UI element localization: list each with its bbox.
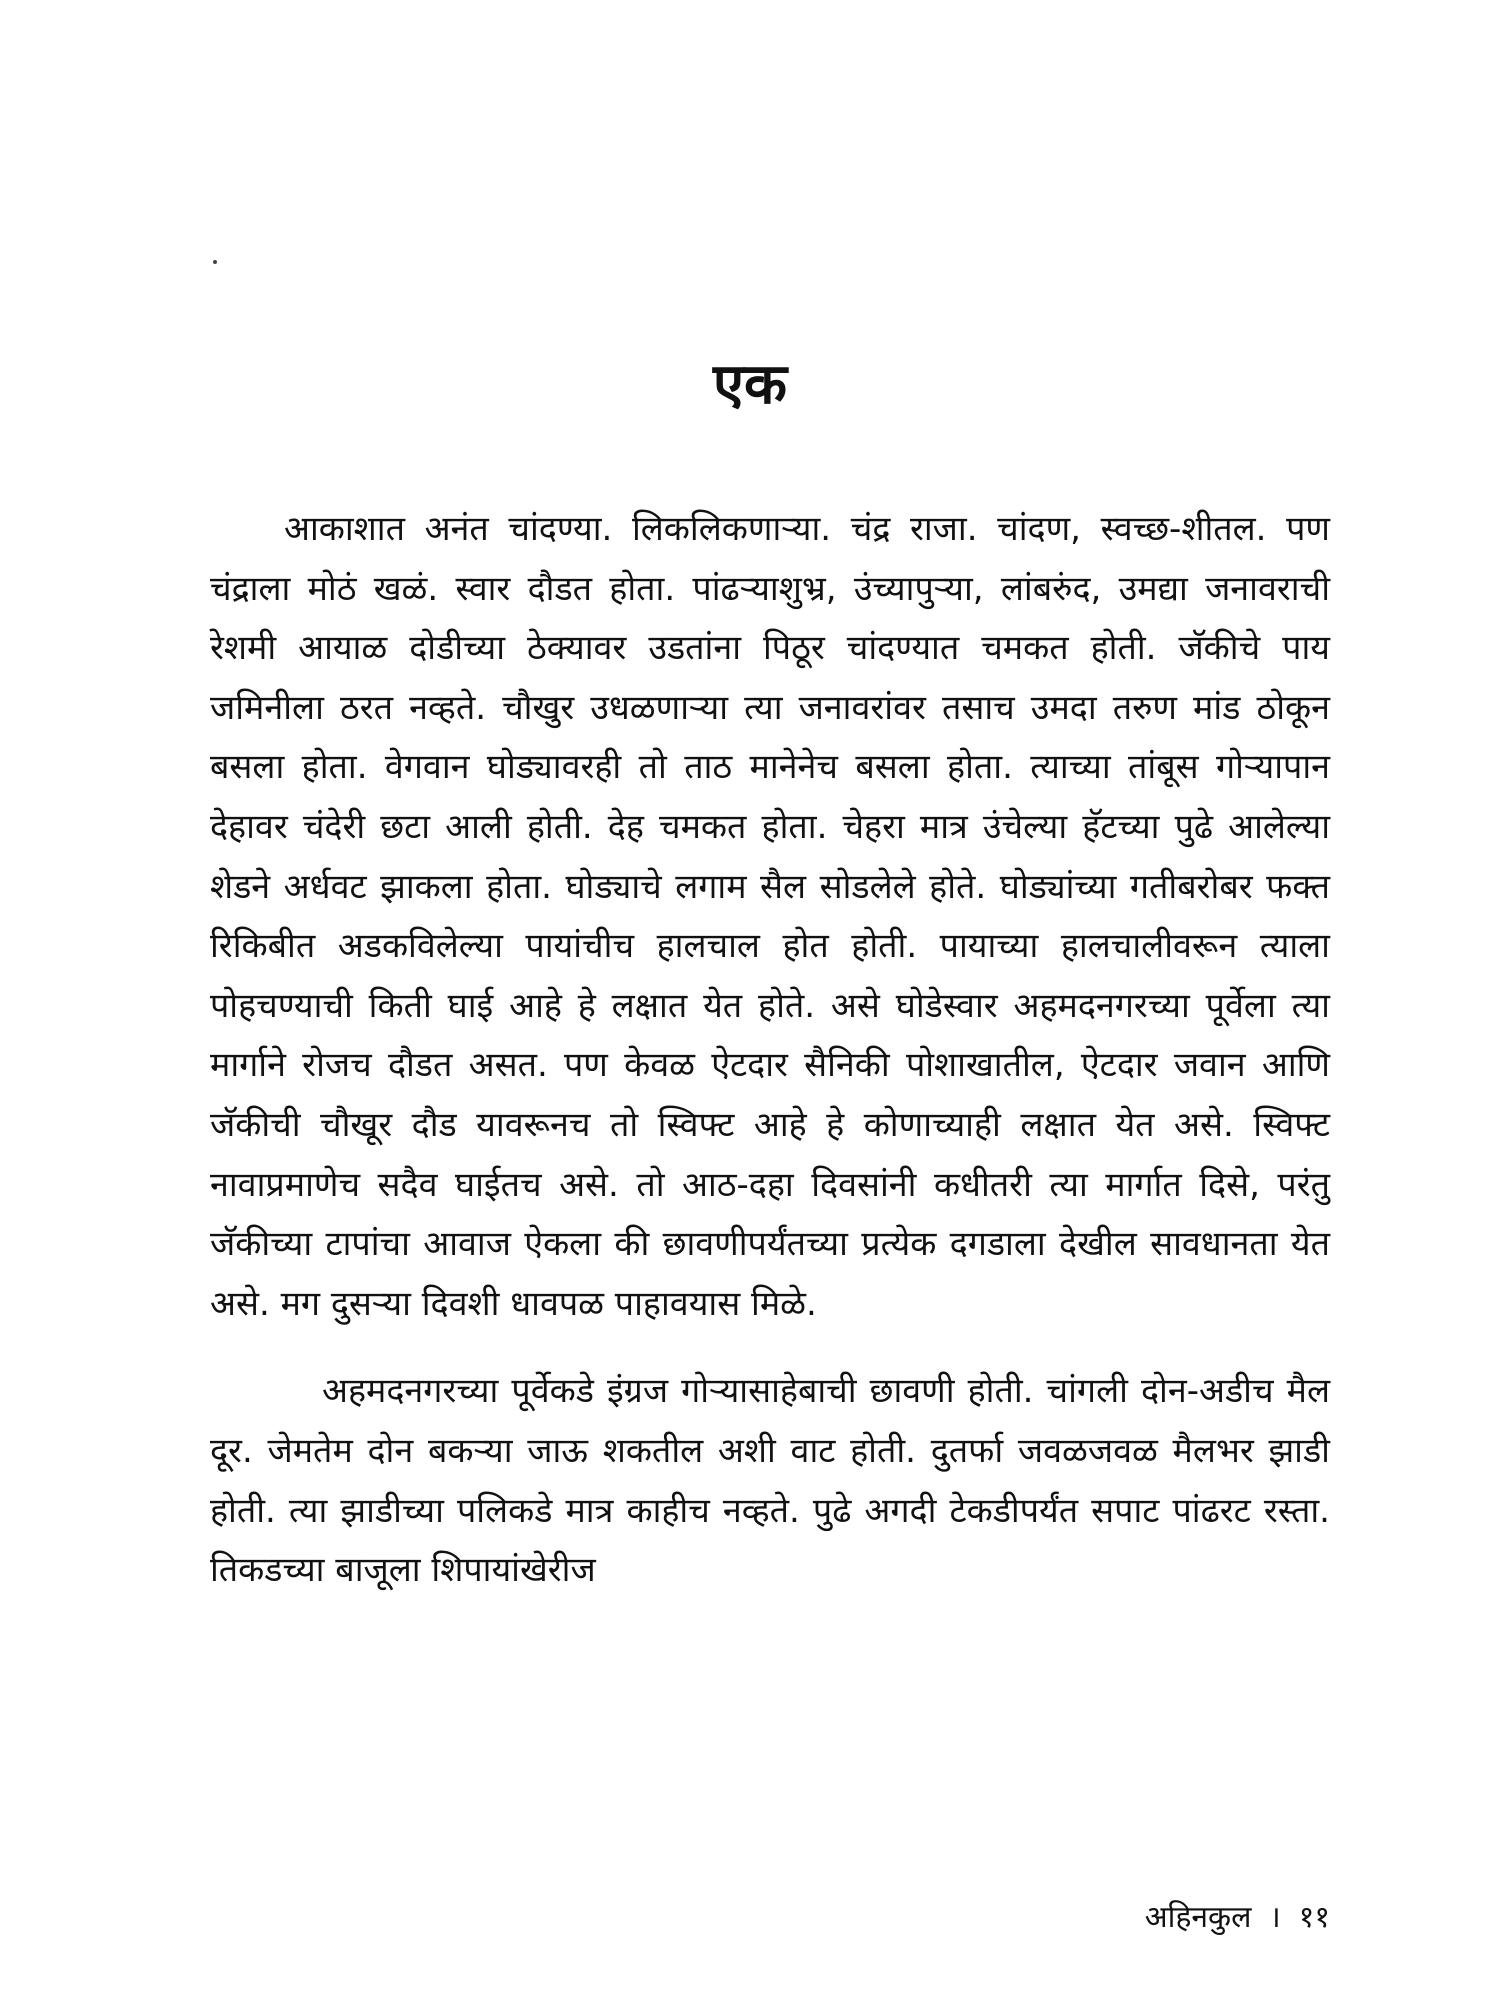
- running-footer: [1145, 1898, 1330, 1938]
- footer-separator: ।: [1269, 1900, 1281, 1935]
- paragraph-2: अहमदनगरच्या पूर्वेकडे इंग्रज गोऱ्यासाहेबाची छावणी होती. चांगली दोन-अडीच मैल दूर. जेमतेम दोन बकऱ्या जाऊ शकतील अशी वाट होती. दुतर्फा जवळजवळ मैलभर झाडी होती. त्या झाडीच्या पलिकडे मात्र काहीच नव्हते. पुढे अगदी टेकडीपर्यंत सपाट पांढरट रस्ता. तिकडच्या बाजूला शिपायांखेरीज: [210, 1371, 1330, 1591]
- page-number: ११: [1298, 1900, 1330, 1935]
- chapter-body: [210, 500, 1330, 1601]
- footer-book-title: अहिनकुल: [1144, 1900, 1252, 1935]
- chapter-title: एक: [713, 352, 787, 417]
- scan-speck: [213, 260, 217, 264]
- paragraph-1: आकाशात अनंत चांदण्या. लिकलिकणाऱ्या. चंद्र राजा. चांदण, स्वच्छ-शीतल. पण चंद्राला मोठं खळं. स्वार दौडत होता. पांढऱ्याशुभ्र, उंच्यापुऱ्या, लांबरुंद, उमद्या जनावराची रेशमी आयाळ दोडीच्या ठेक्यावर उडतांना पिठूर चांदण्यात चमकत होती. जॅकीचे पाय जमिनीला ठरत नव्हते. चौखुर उधळणाऱ्या त्या जनावरांवर तसाच उमदा तरुण मांड ठोकून बसला होता. वेगवान घोड्यावरही तो ताठ मानेनेच बसला होता. त्याच्या तांबूस गोऱ्यापान देहावर चंदेरी छटा आली होती. देह चमकत होता. चेहरा मात्र उंचेल्या हॅटच्या पुढे आलेल्या शेडने अर्धवट झाकला होता. घोड्याचे लगाम सैल सोडलेले होते. घोड्यांच्या गतीबरोबर फक्त रिकिबीत अडकविलेल्या पायांचीच हालचाल होत होती. पायाच्या हालचालीवरून त्याला पोहचण्याची किती घाई आहे हे लक्षात येत होते. असे घोडेस्वार अहमदनगरच्या पूर्वेला त्या मार्गाने रोजच दौडत असत. पण केवळ ऐटदार सैनिकी पोशाखातील, ऐटदार जवान आणि जॅकीची चौखूर दौड यावरूनच तो स्विफ्ट आहे हे कोणाच्याही लक्षात येत असे. स्विफ्ट नावाप्रमाणेच सदैव घाईतच असे. तो आठ-दहा दिवसांनी कधीतरी त्या मार्गात दिसे, परंतु जॅकीच्या टापांचा आवाज ऐकला की छावणीपर्यंतच्या प्रत्येक दगडाला देखील सावधानता येत असे. मग दुसऱ्या दिवशी धावपळ पाहावयास मिळे.: [210, 509, 1330, 1324]
